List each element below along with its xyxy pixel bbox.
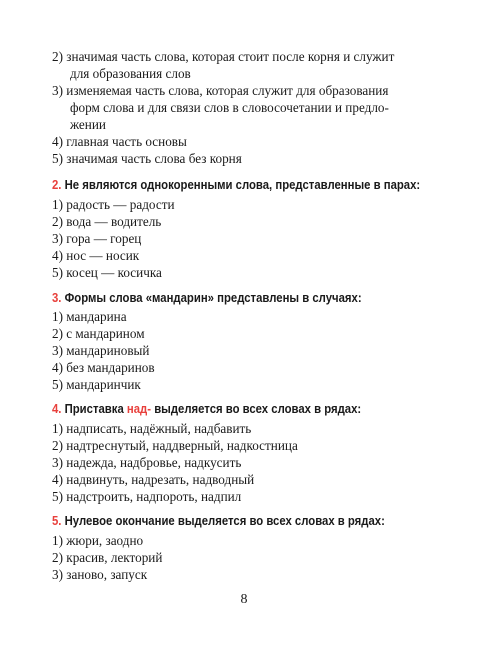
q3-option-5: 5) мандаринчик xyxy=(52,377,141,392)
q3-title: Формы слова «мандарин» представлены в случаях: xyxy=(64,291,362,305)
q1-option-3-line-1: 3) изменяемая часть слова, которая служит для образования xyxy=(52,83,389,98)
q2-option-5: 5) косец — косичка xyxy=(52,265,162,280)
q5-option-2: 2) красив, лекторий xyxy=(52,550,163,565)
q3-option-1: 1) мандарина xyxy=(52,309,127,324)
q2-title: Не являются однокоренными слова, представленные в парах: xyxy=(64,178,421,192)
q1-option-3-line-2: форм слова и для связи слов в словосочетании и предло- xyxy=(70,100,389,115)
q4-number: 4. xyxy=(52,402,62,416)
q4-option-4: 4) надвинуть, надрезать, надводный xyxy=(52,472,255,487)
q3-heading xyxy=(52,290,362,307)
q3-option-3: 3) мандариновый xyxy=(52,343,150,358)
q4-option-5: 5) надстроить, надпороть, надпил xyxy=(52,489,242,504)
q3-number: 3. xyxy=(52,291,62,305)
q2-option-2: 2) вода — водитель xyxy=(52,214,162,229)
q1-option-2-line-2: для образования слов xyxy=(70,66,191,81)
q4-option-1: 1) надписать, надёжный, надбавить xyxy=(52,421,252,436)
q1-option-2-line-1: 2) значимая часть слова, которая стоит после корня и служит xyxy=(52,49,395,64)
q5-number: 5. xyxy=(52,514,62,528)
q2-option-4: 4) нос — носик xyxy=(52,248,140,263)
q5-title: Нулевое окончание выделяется во всех словах в рядах: xyxy=(64,514,385,528)
q4-option-2: 2) надтреснутый, наддверный, надкостница xyxy=(52,438,298,453)
q5-heading xyxy=(52,513,385,530)
q1-option-5: 5) значимая часть слова без корня xyxy=(52,151,242,166)
q4-option-3: 3) надежда, надбровье, надкусить xyxy=(52,455,242,470)
q5-option-1: 1) жюри, заодно xyxy=(52,533,144,548)
q1-option-3-line-3: жении xyxy=(70,117,106,132)
q2-heading xyxy=(52,177,420,194)
page-number: 8 xyxy=(240,592,248,607)
q2-option-1: 1) радость — радости xyxy=(52,197,175,212)
q4-heading xyxy=(52,401,361,418)
q3-option-4: 4) без мандаринов xyxy=(52,360,155,375)
q4-title-before: Приставка xyxy=(64,402,127,416)
q1-option-4: 4) главная часть основы xyxy=(52,134,187,149)
q4-title-after: выделяется во всех словах в рядах: xyxy=(151,402,362,416)
q2-number: 2. xyxy=(52,178,62,192)
q4-prefix-highlight: над- xyxy=(126,402,152,416)
q2-option-3: 3) гора — горец xyxy=(52,231,142,246)
q3-option-2: 2) с мандарином xyxy=(52,326,145,341)
q5-option-3: 3) заново, запуск xyxy=(52,567,148,582)
